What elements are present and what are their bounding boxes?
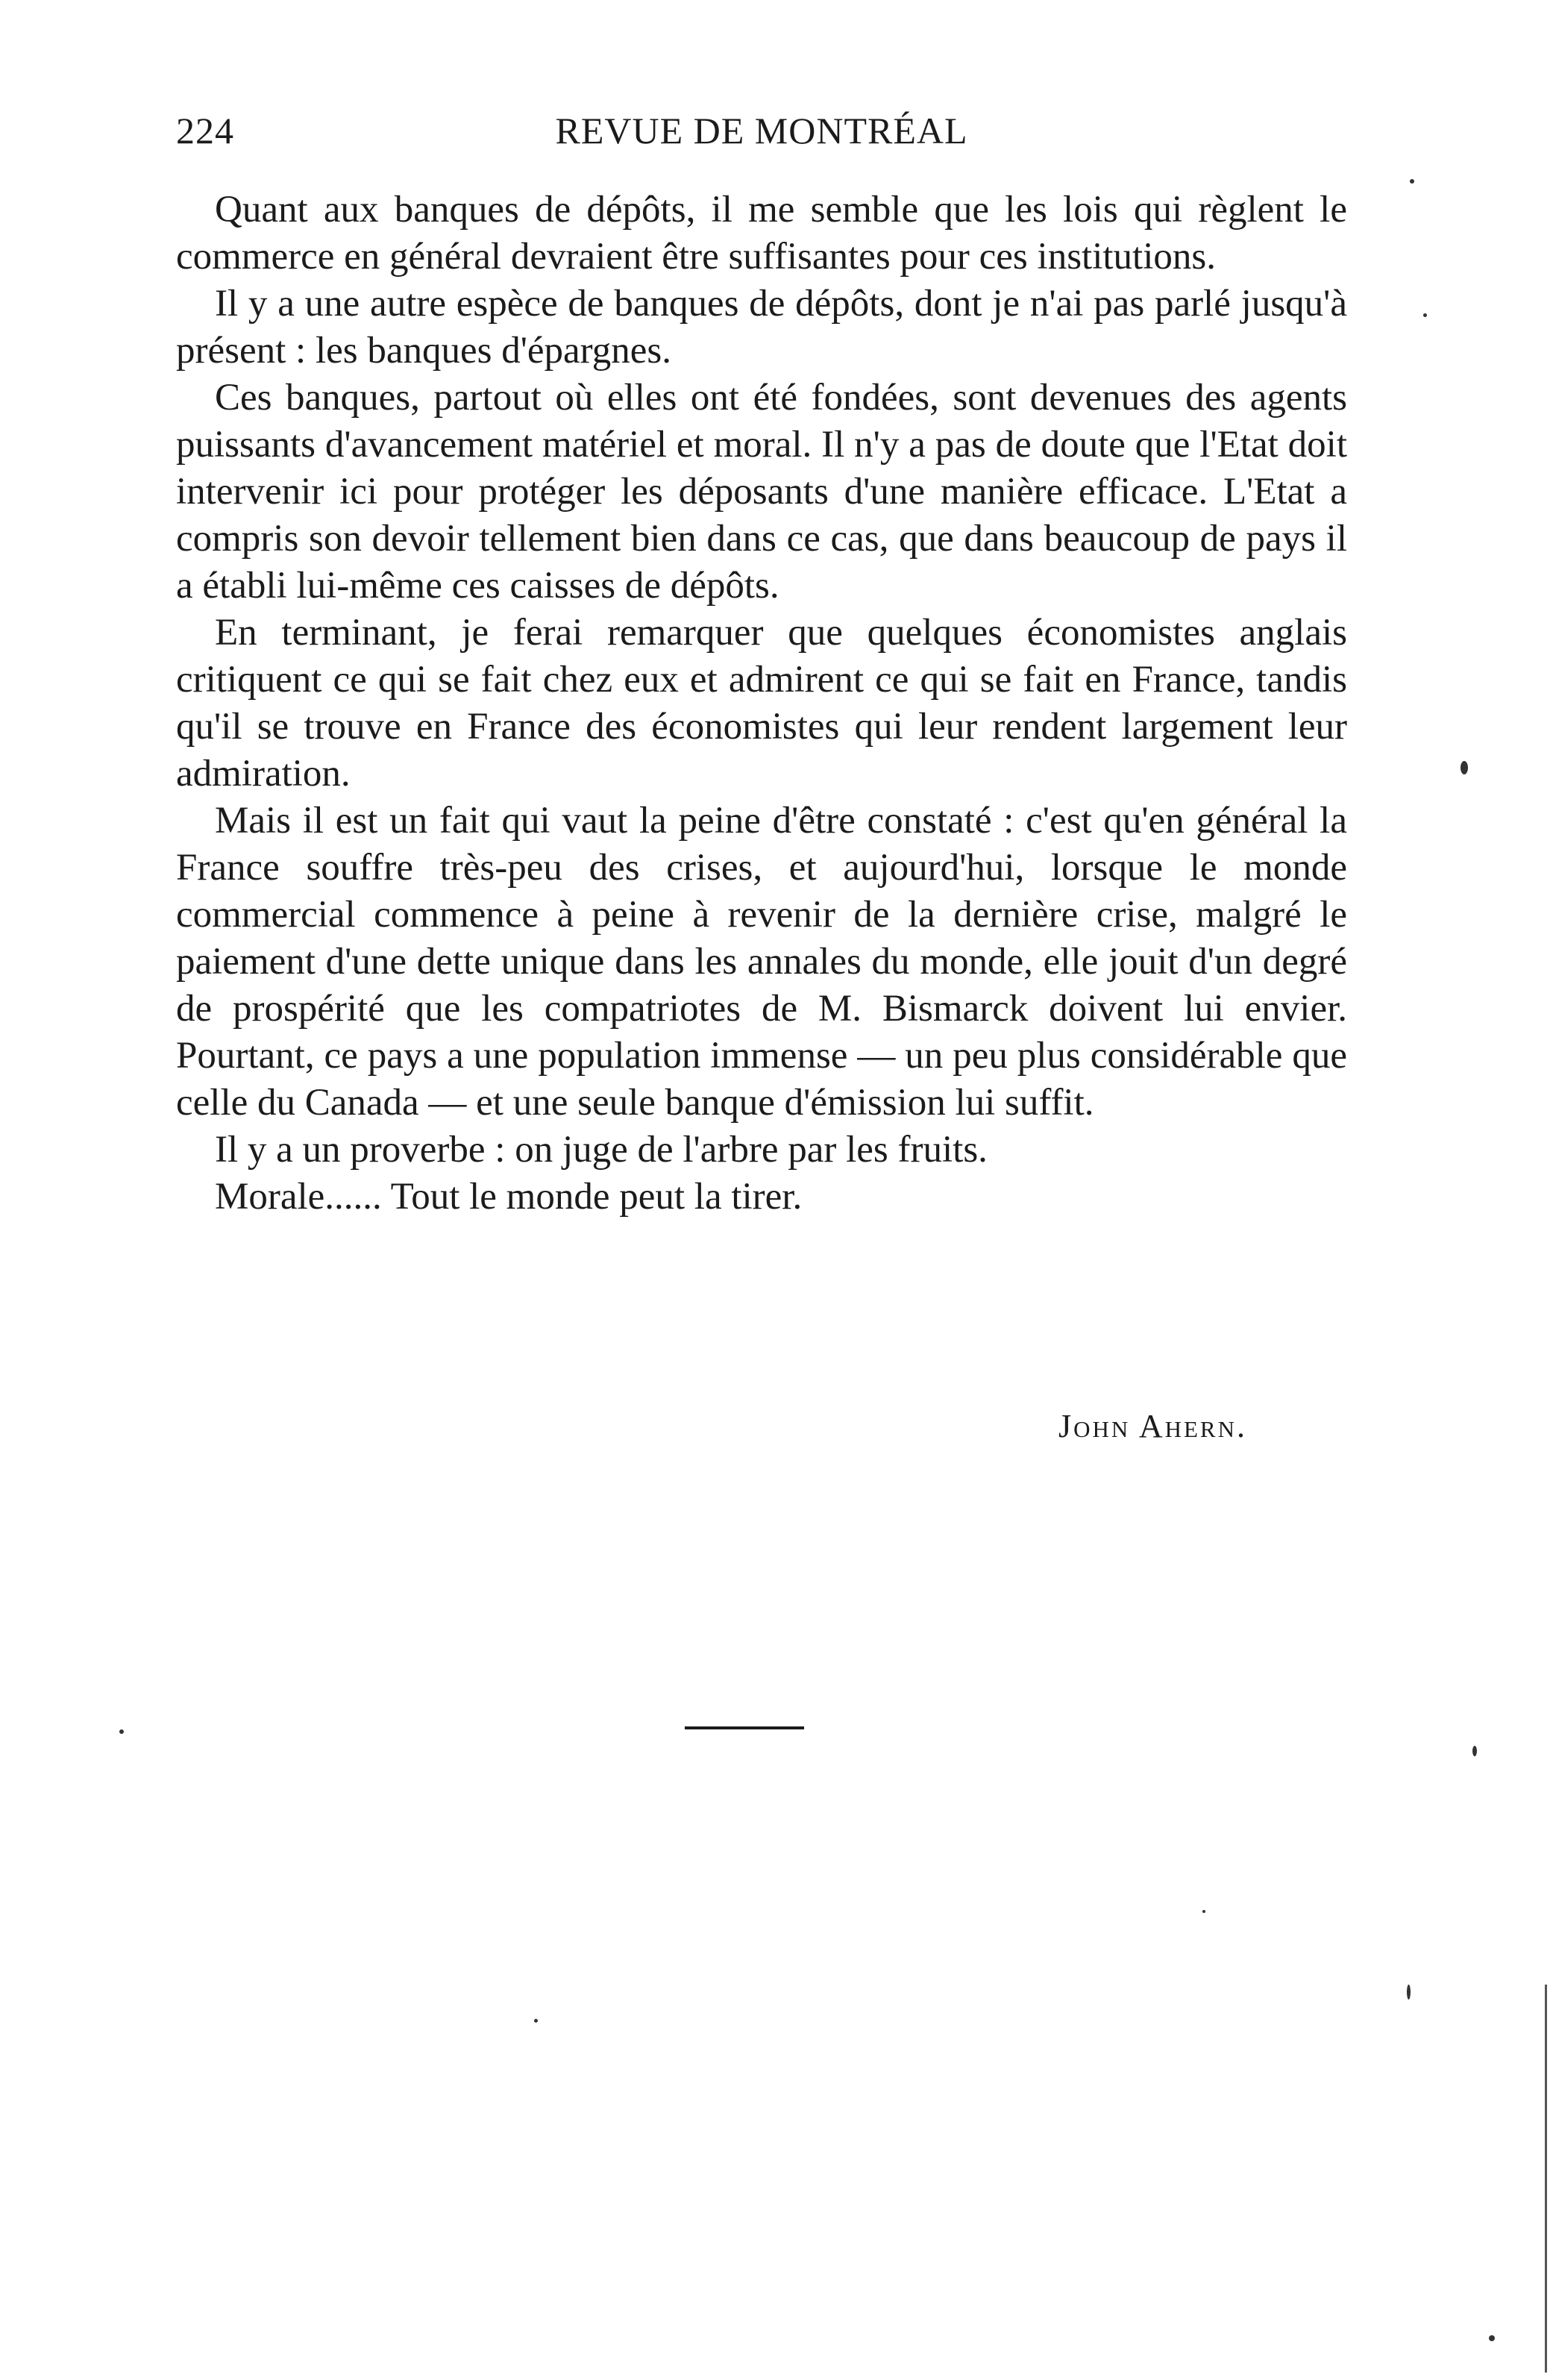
scan-speck — [1410, 179, 1414, 184]
paragraph-5: Mais il est un fait qui vaut la peine d'être constaté : c'est qu'en général la France souffre très-peu des crises, et aujourd'hui, lorsque le monde commercial commence à peine à revenir de la dernière crise, malgré le paiement d'une dette unique dans les annales du monde, elle jouit d'un degré de prospérité que les compatriotes de M. Bismarck doivent lui envier. Pourtant, ce pays a une population immense — un peu plus considérable que celle du Canada — et une seule banque d'émission lui suffit. — [176, 800, 1347, 1124]
scan-speck — [1202, 1910, 1205, 1913]
scan-speck — [119, 1729, 124, 1734]
page-number: 224 — [176, 110, 234, 151]
section-end-rule — [685, 1726, 804, 1729]
paragraph-6: Il y a un proverbe : on juge de l'arbre par les fruits. — [215, 1129, 988, 1171]
author-signature: John Ahern. — [1058, 1408, 1247, 1444]
scan-speck — [1472, 1746, 1477, 1756]
paragraph-4: En terminant, je ferai remarquer que quelques économistes anglais critiquent ce qui se fait chez eux et admirent ce qui se fait en France, tandis qu'il se trouve en France des économistes qui leur rendent largement leur admiration. — [176, 612, 1347, 795]
journal-title: REVUE DE MONTRÉAL — [555, 110, 968, 151]
scan-margin-line — [1545, 1985, 1547, 2373]
running-header — [176, 104, 1347, 157]
paragraph-2: Il y a une autre espèce de banques de dépôts, dont je n'ai pas parlé jusqu'à présent : les banques d'épargnes. — [176, 283, 1347, 372]
scan-speck — [1461, 761, 1468, 774]
scan-speck — [1489, 2335, 1495, 2341]
paragraph-3: Ces banques, partout où elles ont été fondées, sont devenues des agents puissants d'avancement matériel et moral. Il n'y a pas de doute que l'Etat doit intervenir ici pour protéger les déposants d'une manière efficace. L'Etat a compris son devoir tellement bien dans ce cas, que dans beaucoup de pays il a établi lui-même ces caisses de dépôts. — [176, 377, 1347, 607]
scan-speck — [534, 2019, 538, 2023]
paragraph-1: Quant aux banques de dépôts, il me semble que les lois qui règlent le commerce en général devraient être suffisantes pour ces institutions. — [176, 189, 1347, 278]
article-body — [176, 187, 1347, 1221]
scan-speck — [1407, 1985, 1411, 1999]
paragraph-7: Morale...... Tout le monde peut la tirer. — [215, 1176, 803, 1218]
scan-speck — [1423, 313, 1427, 317]
